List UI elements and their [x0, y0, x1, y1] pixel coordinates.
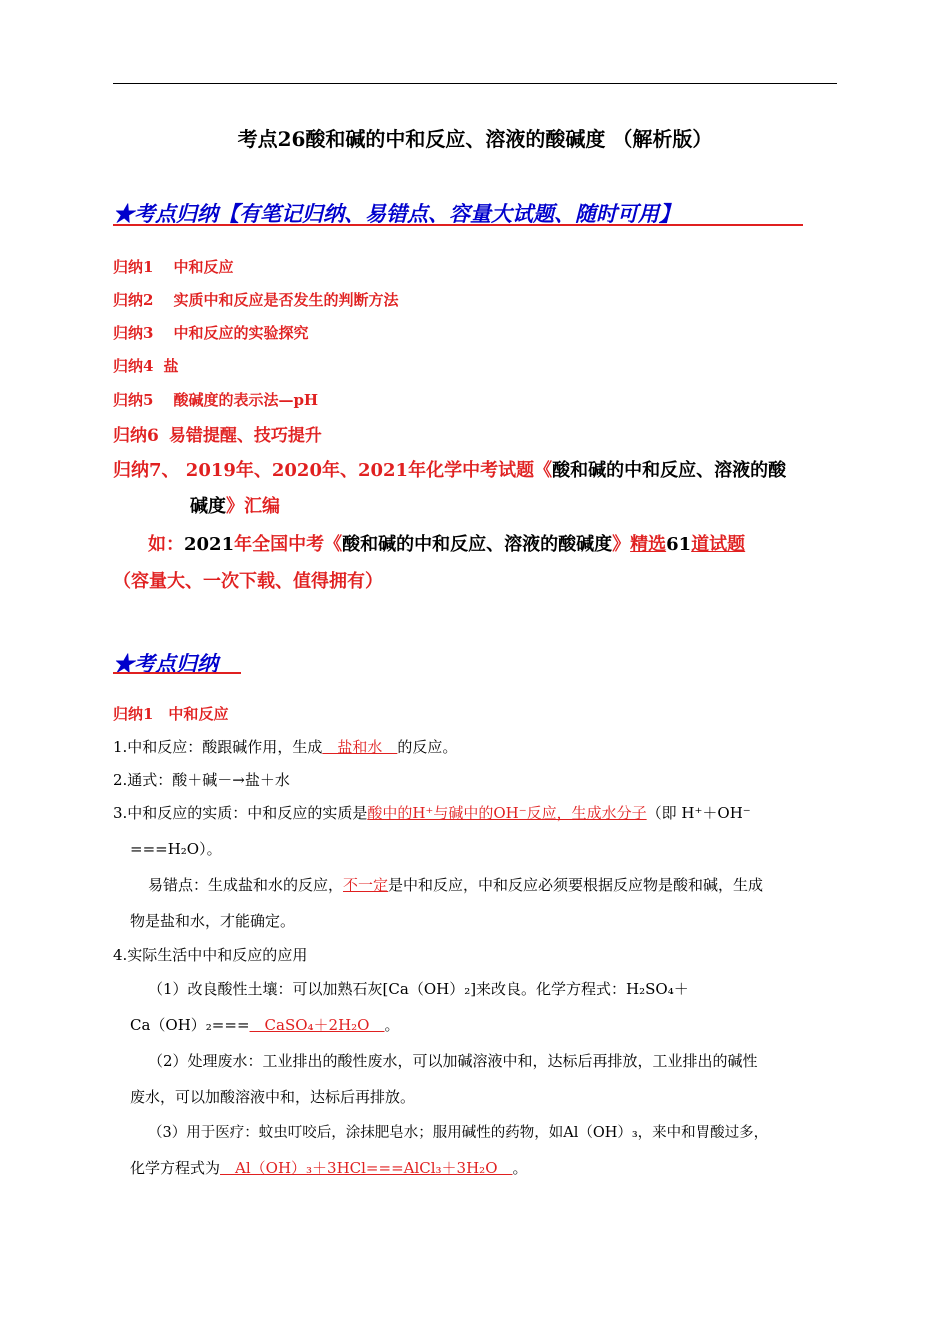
- item-1: 1.中和反应：酸跟碱作用，生成 盐和水 的反应。: [113, 738, 458, 756]
- promo-tagline: （容量大、一次下载、值得拥有）: [113, 571, 383, 592]
- header-rule: [113, 83, 837, 84]
- toc-item-6[interactable]: 归纳6 易错提醒、技巧提升: [113, 426, 322, 446]
- application-3-equation: 化学方程式为 Al（OH）₃＋3HCl===AlCl₃＋3H₂O 。: [130, 1159, 528, 1177]
- application-2: （2）处理废水：工业排出的酸性废水，可以加碱溶液中和，达标后再排放，工业排出的碱性: [148, 1052, 758, 1070]
- page-title: 考点26酸和碱的中和反应、溶液的酸碱度 （解析版）: [237, 127, 713, 151]
- item-3-cont: ===H₂O）。: [130, 840, 222, 858]
- section-label: 归纳1 中和反应: [113, 705, 229, 723]
- toc-item-3[interactable]: 归纳3 中和反应的实验探究: [113, 324, 309, 342]
- toc-item-1[interactable]: 归纳1 中和反应: [113, 258, 234, 276]
- application-1-equation: Ca（OH）₂=== CaSO₄＋2H₂O 。: [130, 1016, 400, 1034]
- section-heading: ★考点归纳: [113, 651, 218, 676]
- toc-item-7[interactable]: 归纳7、 2019年、2020年、2021年化学中考试题《酸和碱的中和反应、溶液的酸: [113, 460, 787, 481]
- promo-line[interactable]: 如：2021年全国中考《酸和碱的中和反应、溶液的酸碱度》精选61道试题: [148, 534, 746, 555]
- toc-item-7-cont: 碱度》汇编: [190, 496, 280, 517]
- toc-item-4[interactable]: 归纳4 盐: [113, 357, 179, 375]
- toc-item-2[interactable]: 归纳2 实质中和反应是否发生的判断方法: [113, 291, 399, 309]
- application-2-cont: 废水，可以加酸溶液中和，达标后再排放。: [130, 1088, 416, 1106]
- item-3: 3.中和反应的实质：中和反应的实质是酸中的H⁺与碱中的OH⁻反应，生成水分子（即 H⁺＋OH⁻: [113, 804, 751, 822]
- item-2: 2.通式：酸＋碱－→盐＋水: [113, 771, 290, 789]
- toc-item-5[interactable]: 归纳5 酸碱度的表示法—pH: [113, 391, 319, 409]
- application-3: （3）用于医疗：蚊虫叮咬后，涂抹肥皂水；服用碱性的药物，如Al（OH）₃，来中和胃酸过多，: [148, 1125, 769, 1141]
- error-note: 易错点：生成盐和水的反应，不一定是中和反应，中和反应必须要根据反应物是酸和碱，生成: [148, 876, 764, 894]
- summary-banner: ★考点归纳【有笔记归纳、易错点、容量大试题、随时可用】: [113, 201, 680, 226]
- section-underline: [113, 672, 241, 674]
- application-1: （1）改良酸性土壤：可以加熟石灰[Ca（OH）₂]来改良。化学方程式：H₂SO₄＋: [148, 980, 689, 998]
- item-4: 4.实际生活中中和反应的应用: [113, 946, 308, 964]
- error-note-cont: 物是盐和水，才能确定。: [130, 912, 296, 930]
- banner-underline: [113, 224, 803, 226]
